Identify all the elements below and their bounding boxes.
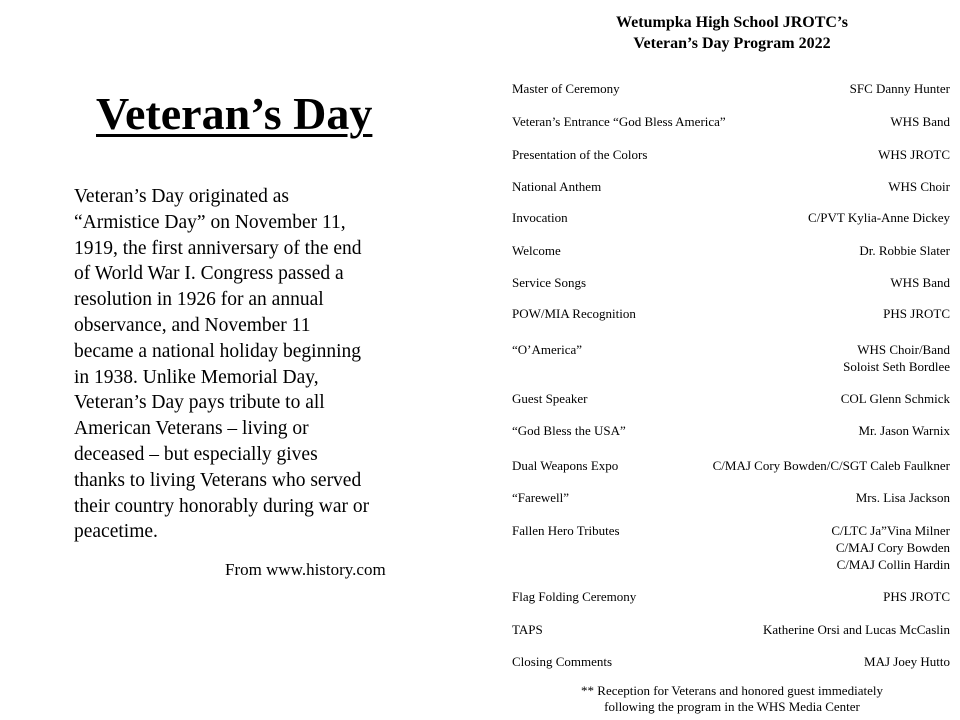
program-presenter: SFC Danny Hunter [849,81,950,96]
paragraph-line: deceased – but especially gives [74,443,318,465]
paragraph-line: peacetime. [74,521,158,543]
program-presenter: WHS Band [890,114,950,129]
program-presenter: Katherine Orsi and Lucas McCaslin [762,622,950,637]
program-header [512,12,952,54]
program-event: Dual Weapons Expo [512,458,619,473]
program-presenter: Mrs. Lisa Jackson [855,490,950,505]
page-title: Veteran’s Day [96,88,373,139]
program-event: Presentation of the Colors [512,147,648,162]
history-paragraph [74,184,400,545]
program-event: Closing Comments [512,654,613,669]
paragraph-line: became a national holiday beginning [74,340,361,362]
paragraph-line: Veteran’s Day pays tribute to all [74,392,325,414]
program-presenter: Dr. Robbie Slater [859,243,950,258]
program-title: Veteran’s Day Program 2022 [633,35,831,52]
program-presenter: WHS Band [890,275,950,290]
program-presenter: WHS Choir/Band Soloist Seth Bordlee [843,342,950,374]
program-event: “God Bless the USA” [512,423,626,438]
school-title: Wetumpka High School JROTC’s [616,14,848,31]
program-presenter: C/PVT Kylia-Anne Dickey [807,210,950,225]
program-presenter: Mr. Jason Warnix [858,423,950,438]
paragraph-line: Veteran’s Day originated as [74,186,289,207]
program-event: “Farewell” [512,490,570,505]
paragraph-line: in 1938. Unlike Memorial Day, [74,366,319,388]
program-event: “O’America” [512,342,583,357]
reception-note-line: following the program in the WHS Media Center [604,699,860,714]
paragraph-line: of World War I. Congress passed a [74,263,344,285]
program-presenter: C/MAJ Cory Bowden/C/SGT Caleb Faulkner [712,458,950,473]
program-event: Master of Ceremony [512,81,620,96]
program-presenter: C/LTC Ja”Vina Milner C/MAJ Cory Bowden C/MAJ Collin Hardin [831,523,950,572]
paragraph-line: “Armistice Day” on November 11, [74,211,346,233]
program-event: Flag Folding Ceremony [512,589,637,604]
program-event: Veteran’s Entrance “God Bless America” [512,114,726,129]
paragraph-line: American Veterans – living or [74,418,309,440]
program-presenter: WHS Choir [888,179,950,194]
program-presenter: PHS JROTC [883,306,950,321]
program-event: National Anthem [512,179,602,194]
program-presenter: MAJ Joey Hutto [864,654,950,669]
program-presenter: COL Glenn Schmick [840,391,950,406]
program-event: Guest Speaker [512,391,588,406]
program-event: Welcome [512,243,561,258]
paragraph-line: observance, and November 11 [74,314,311,336]
program-event: Invocation [512,210,568,225]
program-event: Service Songs [512,275,587,290]
source-citation: From www.history.com [225,560,386,579]
paragraph-line: 1919, the first anniversary of the end [74,237,362,259]
program-event: TAPS [512,622,543,637]
program-event: POW/MIA Recognition [512,306,636,321]
paragraph-line: their country honorably during war or [74,495,370,517]
program-event: Fallen Hero Tributes [512,523,620,538]
reception-note [512,683,952,715]
program-presenter: PHS JROTC [883,589,950,604]
paragraph-line: thanks to living Veterans who served [74,469,362,491]
program-presenter: WHS JROTC [878,147,950,162]
paragraph-line: resolution in 1926 for an annual [74,289,324,311]
reception-note-line: ** Reception for Veterans and honored guest immediately [581,683,883,698]
